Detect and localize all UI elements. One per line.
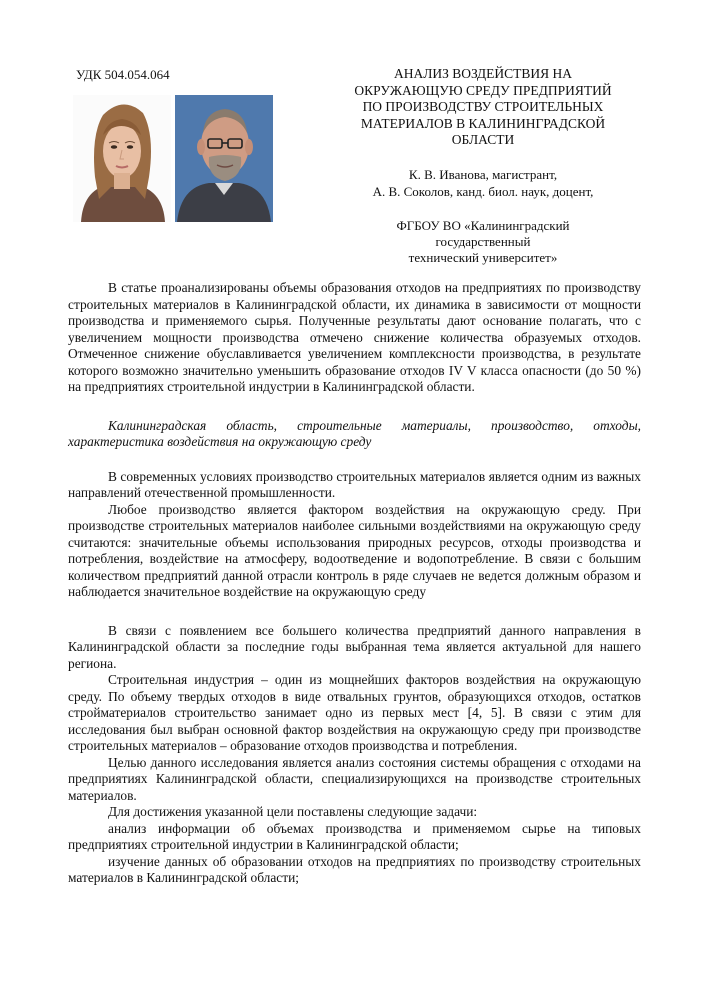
author-photo-ivanova xyxy=(73,95,171,222)
article-body xyxy=(68,280,641,887)
title-line: ОКРУЖАЮЩУЮ СРЕДУ ПРЕДПРИЯТИЙ xyxy=(354,82,612,98)
title-line: ОБЛАСТИ xyxy=(451,132,515,148)
author-photo-sokolov xyxy=(175,95,273,222)
body-paragraph: Для достижения указанной цели поставлены следующие задачи: xyxy=(108,804,478,819)
affiliation xyxy=(333,218,633,266)
task-list-item: анализ информации об объемах производства и применяемом сырье на типовых предприятиях строительной индустрии в Калининградской области; xyxy=(68,820,641,852)
article-title xyxy=(333,66,633,149)
udk-code: УДК 504.054.064 xyxy=(76,67,170,82)
title-line: АНАЛИЗ ВОЗДЕЙСТВИЯ НА xyxy=(393,66,573,81)
abstract-paragraph: В статье проанализированы объемы образования отходов на предприятиях по производству строительных материалов в Калининградской области, их динамика в зависимости от мощности производства и применяемого сырья. Полученные результаты дают основание полагать, что с увеличением мощности производства отмечено снижение количества образуемых отходов. Отмеченное снижение обуславливается увеличением комплексности производства, в результате которого возможно значительно уменьшить образование отходов IV V класса опасности (до 50 %) на предприятиях строительной индустрии в Калининградской области. xyxy=(68,280,641,394)
body-paragraph: В современных условиях производство строительных материалов является одним из важных направлений отечественной промышленности. xyxy=(68,468,641,500)
body-paragraph: Целью данного исследования является анализ состояния системы обращения с отходами на предприятиях Калининградской области, специализирующихся на производстве строительных материалов. xyxy=(68,754,641,803)
body-paragraph: Строительная индустрия – один из мощнейших факторов воздействия на окружающую среду. По объему твердых отходов в виде отвальных грунтов, образующихся отходов, остатков стройматериалов строительство занимает одно из первых мест [4, 5]. В связи с этим для исследования был выбран основной фактор воздействия на окружающую среду при производстве строительных материалов – образование отходов производства и потребления. xyxy=(68,672,641,753)
title-line: МАТЕРИАЛОВ В КАЛИНИНГРАДСКОЙ xyxy=(360,115,606,131)
body-paragraph: Любое производство является фактором воздействия на окружающую среду. При производстве строительных материалов наиболее сильными воздействиями на окружающую среду считаются: значительные объемы использования природных ресурсов, отходы производства и потребления, воздействие на атмосферу, водоотведение и водопотребление. В связи с большим количеством предприятий данной отрасли контроль в ряде случаев не ведется должным образом и наблюдается значительное воздействие на окружающую среду xyxy=(68,501,641,599)
affiliation-line: государственный xyxy=(435,234,531,249)
affiliation-line: ФГБОУ ВО «Калининградский xyxy=(396,218,570,233)
keywords-paragraph: Калининградская область, строительные материалы, производство, отходы, характеристика воздействия на окружающую среду xyxy=(68,417,641,449)
author-list xyxy=(333,167,633,200)
author-line: А. В. Соколов, канд. биол. наук, доцент, xyxy=(372,183,594,199)
affiliation-line: технический университет» xyxy=(408,250,558,265)
task-list-item: изучение данных об образовании отходов на предприятиях по производству строительных материалов в Калининградской области; xyxy=(68,853,641,885)
author-line: К. В. Иванова, магистрант, xyxy=(408,167,558,182)
body-paragraph: В связи с появлением все большего количества предприятий данного направления в Калининградской области за последние годы выбранная тема является актуальной для нашего региона. xyxy=(68,622,641,671)
title-line: ПО ПРОИЗВОДСТВУ СТРОИТЕЛЬНЫХ xyxy=(362,99,604,115)
